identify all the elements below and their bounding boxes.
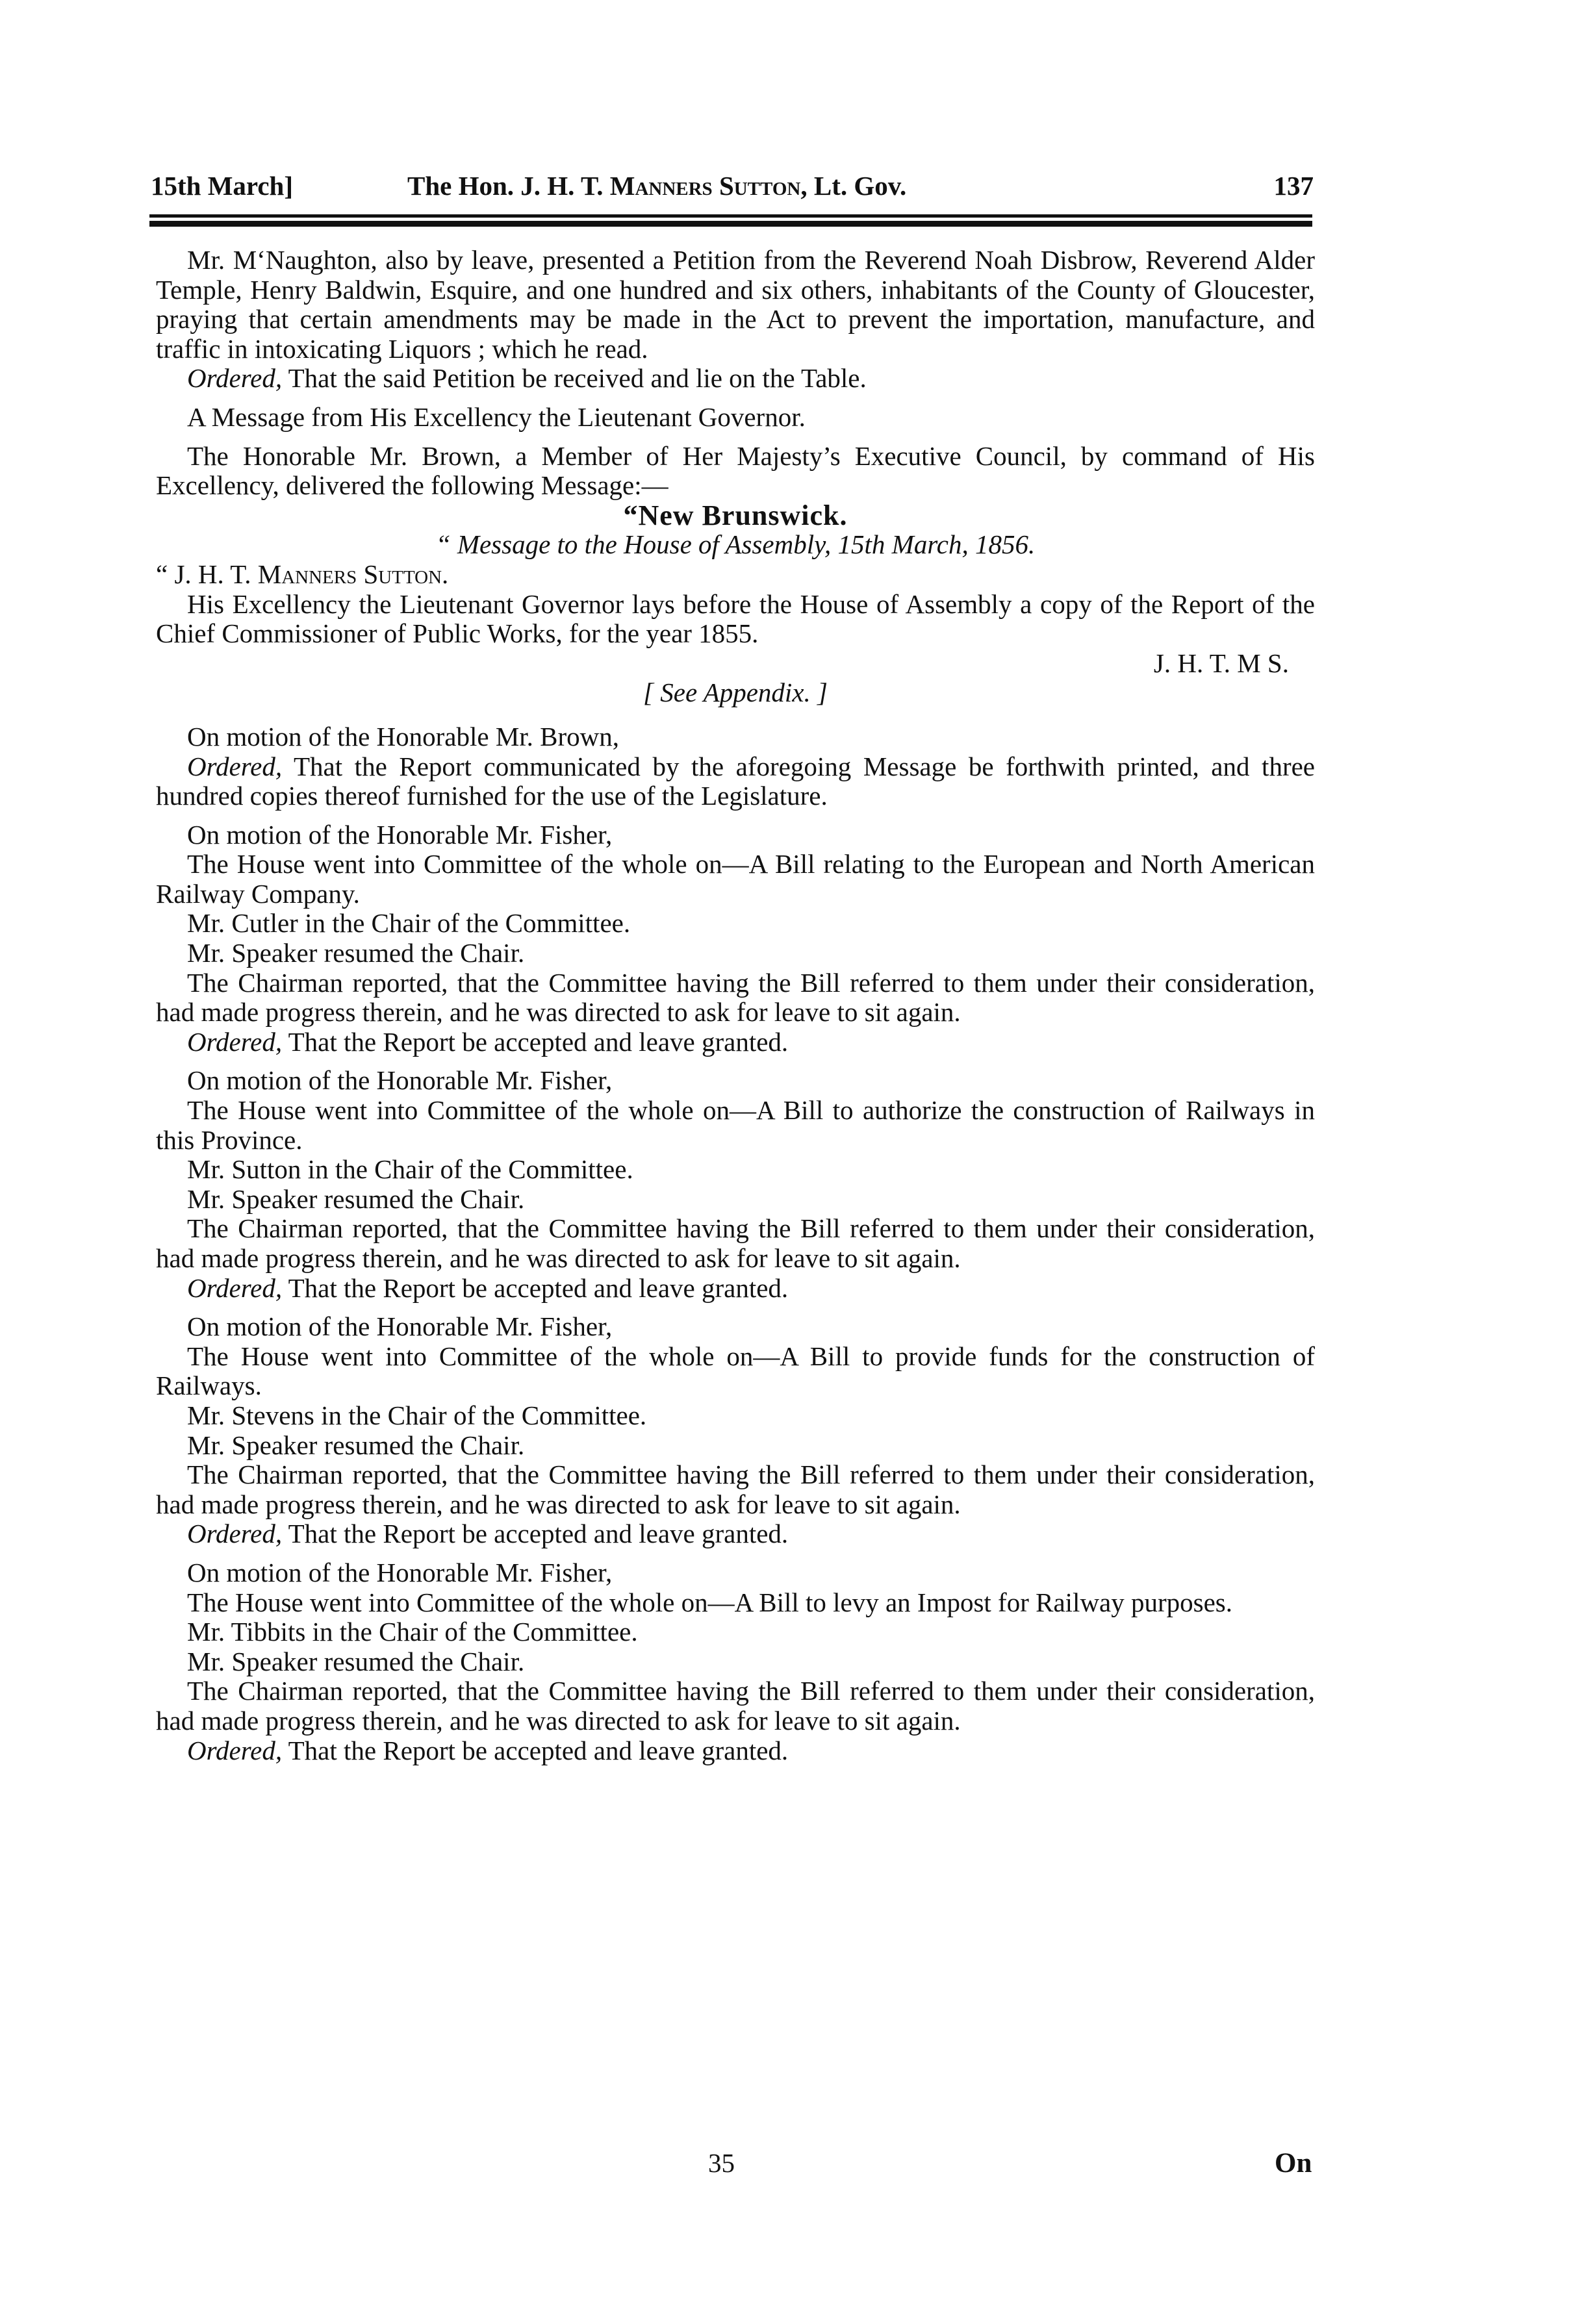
journal-paragraph: The House went into Committee of the whole on—A Bill relating to the European and North American Railway Company. [156, 849, 1315, 909]
ordered-label: Ordered, [187, 1272, 283, 1303]
journal-paragraph: Mr. Tibbits in the Chair of the Committee. [187, 1617, 638, 1647]
journal-paragraph: Mr. Stevens in the Chair of the Committee. [187, 1400, 647, 1430]
appendix-reference: [ See Appendix. ] [643, 677, 828, 708]
journal-body [156, 246, 1315, 1765]
ordered-text: That the Report be accepted and leave granted. [288, 1519, 789, 1549]
journal-paragraph: On motion of the Honorable Mr. Fisher, [187, 1311, 613, 1342]
header-rule-thick [149, 221, 1312, 227]
ordered-paragraph [156, 752, 1315, 811]
ordered-paragraph [156, 1274, 1315, 1304]
ordered-paragraph [156, 364, 1315, 394]
header-title-name: Manners Sutton [609, 171, 801, 201]
message-dateline: “ Message to the House of Assembly, 15th March, 1856. [435, 529, 1036, 560]
message-initials: J. H. T. M S. [1153, 648, 1289, 678]
ordered-text: That the Report be accepted and leave granted. [288, 1735, 789, 1765]
journal-paragraph: The Chairman reported, that the Committee having the Bill referred to them under their consideration, had made progress therein, and he was directed to ask for leave to sit again. [156, 967, 1315, 1028]
journal-paragraph: On motion of the Honorable Mr. Brown, [187, 721, 620, 752]
journal-paragraph: The Chairman reported, that the Committee having the Bill referred to them under their consideration, had made progress therein, and he was directed to ask for leave to sit again. [156, 1676, 1315, 1736]
signature-mark: 35 [708, 2148, 735, 2178]
header-title-prefix: The Hon. J. H. T. [407, 171, 610, 201]
journal-paragraph: Mr. Cutler in the Chair of the Committee. [187, 908, 631, 939]
journal-paragraph: Mr. M‘Naughton, also by leave, presented a Petition from the Reverend Noah Disbrow, Reverend Alder Temple, Henry Baldwin, Esquire, and one hundred and six others, inhabitants of the County of Gloucester, praying that certain amendments may be made in the Act to prevent the importation, manufacture, and traffic in intoxicating Liquors ; which he read. [156, 245, 1315, 364]
running-header [151, 170, 1314, 209]
journal-paragraph: Mr. Speaker resumed the Chair. [187, 1183, 525, 1214]
ordered-label: Ordered, [187, 1026, 283, 1057]
journal-paragraph: His Excellency the Lieutenant Governor lays before the House of Assembly a copy of the Report of the Chief Commissioner of Public Works, for the year 1855. [156, 588, 1315, 649]
ordered-text: That the Report be accepted and leave granted. [288, 1272, 789, 1303]
header-title [407, 170, 906, 201]
ordered-paragraph [156, 1736, 1315, 1766]
journal-paragraph: Mr. Speaker resumed the Chair. [187, 1430, 525, 1460]
page-number: 137 [1273, 171, 1314, 201]
journal-paragraph: Mr. Speaker resumed the Chair. [187, 1646, 525, 1676]
ordered-text: That the Report be accepted and leave granted. [288, 1026, 789, 1057]
journal-paragraph: On motion of the Honorable Mr. Fisher, [187, 819, 613, 850]
header-date: 15th March] [151, 171, 294, 201]
ordered-paragraph [156, 1519, 1315, 1549]
message-signer: “ J. H. T. Manners Sutton. [156, 559, 449, 589]
journal-paragraph: On motion of the Honorable Mr. Fisher, [187, 1065, 613, 1096]
journal-paragraph: On motion of the Honorable Mr. Fisher, [187, 1557, 613, 1587]
ordered-label: Ordered, [187, 751, 283, 781]
journal-paragraph: The Chairman reported, that the Committee having the Bill referred to them under their consideration, had made progress therein, and he was directed to ask for leave to sit again. [156, 1213, 1315, 1273]
journal-paragraph: The House went into Committee of the whole on—A Bill to provide funds for the construction of Railways. [156, 1341, 1315, 1401]
message-heading: “New Brunswick. [623, 499, 848, 531]
journal-paragraph: Mr. Speaker resumed the Chair. [187, 938, 525, 968]
ordered-text: That the said Petition be received and lie on the Table. [288, 363, 867, 394]
journal-paragraph: Mr. Sutton in the Chair of the Committee. [187, 1154, 633, 1185]
journal-paragraph: The House went into Committee of the whole on—A Bill to levy an Impost for Railway purposes. [187, 1587, 1233, 1617]
ordered-label: Ordered, [187, 1735, 283, 1765]
ordered-label: Ordered, [187, 363, 283, 394]
ordered-label: Ordered, [187, 1519, 283, 1549]
journal-paragraph: The Chairman reported, that the Committee having the Bill referred to them under their consideration, had made progress therein, and he was directed to ask for leave to sit again. [156, 1459, 1315, 1519]
header-rule-thin [149, 214, 1312, 218]
header-title-suffix: , Lt. Gov. [800, 171, 907, 201]
journal-paragraph: The Honorable Mr. Brown, a Member of Her Majesty’s Executive Council, by command of His Excellency, delivered the following Message:— [156, 440, 1315, 501]
journal-paragraph: A Message from His Excellency the Lieutenant Governor. [187, 401, 806, 432]
journal-paragraph: The House went into Committee of the whole on—A Bill to authorize the construction of Railways in this Province. [156, 1095, 1315, 1155]
ordered-paragraph [156, 1028, 1315, 1057]
catchword: On [1275, 2148, 1312, 2179]
ordered-text: That the Report communicated by the aforegoing Message be forthwith printed, and three hundred copies thereof furnished for the use of the Legislature. [156, 751, 1315, 811]
